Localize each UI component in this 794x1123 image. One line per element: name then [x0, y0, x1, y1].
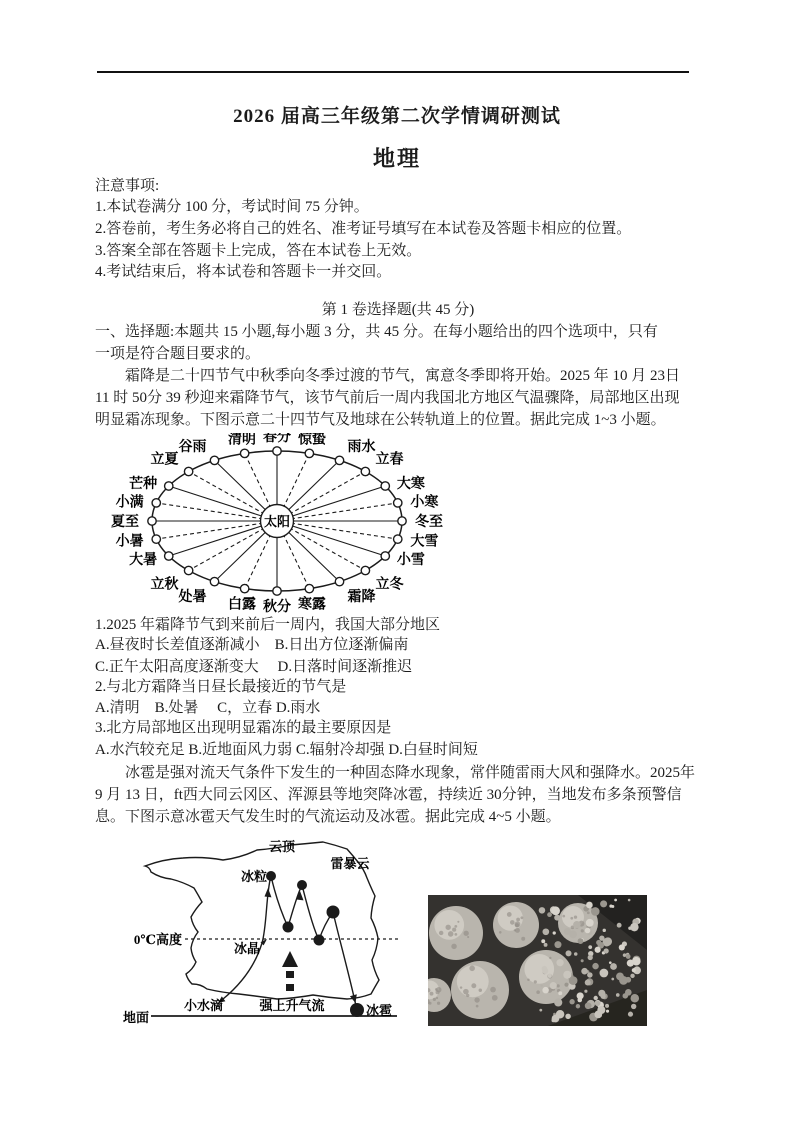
small-hailstone: [554, 941, 561, 948]
small-hailstone: [585, 1002, 592, 1009]
hailstone-texture: [527, 979, 530, 982]
hailstone-texture: [433, 998, 436, 1001]
term-ray-dashed: [156, 521, 277, 539]
small-hailstone: [631, 994, 640, 1003]
small-hailstone: [586, 919, 594, 927]
hailstone-texture: [587, 911, 590, 914]
exam-subject: 地理: [372, 146, 421, 171]
term-label: 立秋: [150, 577, 179, 593]
term-label: 大暑: [129, 553, 158, 568]
small-hailstone: [614, 899, 617, 902]
small-hailstone: [617, 923, 622, 928]
term-point: [210, 577, 218, 585]
hailstone-texture: [479, 989, 482, 992]
hailstone-texture: [574, 915, 577, 918]
small-hailstone: [542, 987, 548, 993]
solar-terms-figure: [95, 433, 477, 623]
term-label: 大寒: [396, 477, 425, 492]
small-hailstone: [603, 929, 606, 932]
small-hailstone: [611, 978, 614, 981]
term-point: [184, 467, 192, 475]
term-ray-dashed: [156, 503, 277, 521]
small-hailstone: [606, 1010, 609, 1013]
term-label: 寒露: [297, 597, 326, 613]
hailstone-texture: [452, 928, 456, 932]
q3-stem: 3.北方局部地区出现明显霜冻的最主要原因是: [95, 720, 392, 736]
small-hailstone: [604, 937, 612, 945]
small-hailstone: [594, 996, 598, 1000]
hailstone-label: 冰雹: [366, 1003, 393, 1018]
small-hailstone: [625, 977, 631, 983]
small-hailstone: [553, 931, 556, 934]
small-hailstone: [632, 968, 636, 972]
exam-title: 2026 届高三年级第二次学情调研测试: [233, 106, 561, 127]
small-hailstone: [547, 912, 552, 917]
term-point: [273, 447, 281, 455]
hailstone-texture: [520, 916, 523, 919]
small-hailstone: [539, 1009, 542, 1012]
term-label: 小雪: [396, 553, 425, 568]
small-hailstone: [554, 998, 562, 1006]
passage2-line: 息。下图示意冰雹天气发生时的气流运动及冰雹。据此完成 4~5 小题。: [95, 809, 561, 825]
hail-growth-trajectory: [271, 876, 356, 1006]
small-hailstone: [595, 947, 601, 953]
hailstone-texture: [457, 921, 459, 923]
small-hailstone: [609, 961, 612, 964]
term-label: 立夏: [150, 452, 179, 468]
small-hailstone: [551, 906, 560, 915]
term-point: [361, 467, 369, 475]
notes-heading: 注意事项:: [95, 178, 160, 194]
term-point: [381, 552, 389, 560]
section-intro-line: 一、选择题:本题共 15 小题,每小题 3 分，共 45 分。在每小题给出的四个选项中，只有: [95, 324, 658, 340]
updraft-label: 强上升气流: [259, 998, 325, 1013]
hailstone-texture: [471, 983, 476, 988]
small-hailstone: [599, 935, 604, 940]
hailstone-texture: [514, 929, 516, 931]
small-hailstone: [581, 959, 584, 962]
ice-pellet-label: 冰粒: [240, 869, 267, 884]
term-point: [381, 482, 389, 490]
term-ray-dashed: [277, 503, 398, 521]
small-hailstone: [628, 1012, 633, 1017]
hailstone-texture: [469, 966, 475, 972]
growth-dot: [297, 880, 307, 890]
small-hailstone: [558, 991, 562, 995]
hailstone-texture: [516, 918, 520, 922]
small-hailstone: [587, 972, 593, 978]
hailstone-texture: [581, 929, 584, 932]
small-hailstone: [565, 1014, 571, 1020]
hailstone-texture: [454, 933, 457, 936]
small-hailstone: [588, 945, 592, 949]
term-label: 处暑: [178, 589, 207, 605]
arrowhead-up-1: [265, 888, 272, 897]
term-point: [398, 517, 406, 525]
hailstones-photo: [428, 895, 647, 1026]
hailstone-texture: [510, 920, 515, 925]
term-point: [305, 584, 313, 592]
term-point: [305, 449, 313, 457]
small-hailstone: [578, 938, 584, 944]
term-point: [152, 535, 160, 543]
page-content: [95, 0, 701, 1123]
small-hailstone: [584, 990, 587, 993]
small-hailstone: [573, 921, 580, 928]
small-hailstone: [577, 998, 582, 1003]
thunderstorm-cloud-label: 雷暴云: [330, 856, 370, 871]
term-point: [394, 499, 402, 507]
hailstone-texture: [467, 936, 469, 938]
hailstone-texture: [490, 987, 496, 993]
ground-label: 地面: [123, 1010, 150, 1025]
small-hailstone: [585, 928, 591, 934]
small-hailstone: [631, 1004, 636, 1009]
hailstone-texture: [437, 1002, 440, 1005]
hailstone-texture: [507, 912, 512, 917]
hailstone-texture: [536, 990, 540, 994]
small-hailstone: [540, 984, 542, 986]
term-label: 谷雨: [178, 440, 207, 456]
small-hailstone: [616, 993, 620, 997]
term-label: 小寒: [410, 495, 439, 511]
small-hailstone: [585, 980, 591, 986]
q1-options: C.正午太阳高度逐渐变大 D.日落时间逐渐推迟: [95, 659, 413, 675]
small-hailstone: [605, 1004, 609, 1008]
small-hailstone: [542, 928, 549, 935]
small-hailstone: [609, 904, 612, 907]
small-hailstone: [594, 1011, 602, 1019]
small-hailstone: [619, 944, 625, 950]
hailstone-texture: [521, 937, 525, 941]
section-heading: 第 1 卷选择题(共 45 分): [321, 302, 475, 318]
hailstone-texture: [436, 997, 438, 999]
term-point: [240, 449, 248, 457]
term-label: 秋分: [263, 600, 291, 615]
small-hailstone: [581, 968, 588, 975]
ice-crystal-label: 冰晶: [233, 941, 260, 956]
term-point: [273, 587, 281, 595]
hail-figure: [95, 838, 701, 1063]
hailstone-texture: [430, 992, 434, 996]
solar-terms-orbit-diagram: [95, 433, 477, 618]
growth-dot: [314, 935, 325, 946]
small-hailstone: [576, 1004, 580, 1008]
term-label: 大雪: [410, 534, 439, 550]
small-hailstone: [564, 928, 571, 935]
small-hailstone: [600, 969, 609, 978]
hailstone-texture: [445, 925, 450, 930]
zero-height-label: 0℃高度: [133, 932, 182, 947]
hailstone-texture: [476, 1005, 479, 1008]
hailstone-texture: [460, 986, 462, 988]
small-hailstone: [541, 939, 545, 943]
hailstone-dot: [350, 1003, 364, 1017]
small-hailstone: [601, 994, 606, 999]
small-hailstone: [591, 907, 600, 916]
small-hailstone: [630, 974, 634, 978]
passage2-line: 9 月 13 日，ft西大同云冈区、浑源县等地突降冰雹，持续近 30分钟，当地发布多条预警信: [95, 787, 682, 803]
updraft-trajectory: [223, 876, 271, 999]
small-hailstone: [625, 989, 632, 996]
hailstone-texture: [492, 995, 498, 1001]
small-hailstone: [554, 915, 560, 921]
hailstone-texture: [451, 944, 456, 949]
small-hailstone: [630, 923, 638, 931]
term-ray-dashed: [277, 521, 398, 539]
passage2-line: 冰雹是强对流天气条件下发生的一种固态降水现象，常伴随雷雨大风和强降水。2025年: [125, 765, 696, 781]
term-label: 夏至: [111, 515, 139, 530]
q1-stem: 1.2025 年霜降节气到来前后一周内，我国大部分地区: [95, 617, 441, 633]
small-hailstone: [626, 954, 631, 959]
hailstone-texture: [436, 987, 441, 992]
hailstone-texture: [463, 931, 468, 936]
term-label: 白露: [228, 597, 257, 613]
term-point: [148, 517, 156, 525]
strong-updraft-arrowhead: [282, 951, 298, 967]
small-hailstone: [564, 983, 568, 987]
small-droplet-label: 小水滴: [183, 998, 223, 1013]
hailstone-texture: [448, 931, 454, 937]
small-hailstone: [569, 999, 574, 1004]
small-hailstone: [569, 976, 578, 985]
hailstone-texture: [562, 915, 565, 918]
note-line: 4.考试结束后，将本试卷和答题卡一并交回。: [95, 264, 392, 280]
term-point: [335, 577, 343, 585]
note-line: 1.本试卷满分 100 分，考试时间 75 分钟。: [95, 199, 369, 215]
hailstone-texture: [515, 921, 521, 927]
term-label: 小暑: [115, 534, 144, 550]
term-label: 冬至: [415, 515, 443, 530]
small-hailstone: [610, 963, 617, 970]
hail-cloud-diagram: [95, 838, 415, 1038]
hailstone-texture: [557, 984, 560, 987]
hailstone-texture: [549, 957, 551, 959]
section-intro-line: 一项是符合题目要求的。: [95, 346, 261, 362]
passage1-line: 11 时 50分 39 秒迎来霜降节气，该节气前后一周内我国北方地区气温骤降，局部地区出现: [95, 390, 680, 406]
hailstone-texture: [474, 997, 479, 1002]
small-hailstone: [539, 907, 546, 914]
hailstone-texture: [463, 989, 469, 995]
hailstone-texture: [439, 931, 443, 935]
term-label: 立春: [375, 452, 404, 468]
small-hailstone: [604, 948, 609, 953]
small-hailstone: [542, 966, 548, 972]
small-hailstone: [586, 902, 593, 909]
term-point: [361, 566, 369, 574]
small-hailstone: [592, 963, 598, 969]
small-hailstone: [628, 899, 631, 902]
note-line: 2.答卷前，考生务必将自己的姓名、准考证号填写在本试卷及答题卡相应的位置。: [95, 221, 632, 237]
small-hailstone: [550, 982, 557, 989]
growth-dot: [327, 906, 340, 919]
small-hailstone: [556, 959, 563, 966]
term-label: 芒种: [129, 477, 158, 492]
term-point: [165, 552, 173, 560]
small-hailstone: [548, 974, 552, 978]
q1-options: A.昼夜时长差值逐渐减小 B.日出方位逐渐偏南: [95, 637, 409, 653]
term-label: 霜降: [347, 589, 376, 605]
passage1-line: 霜降是二十四节气中秋季向冬季过渡的节气，寓意冬季即将开始。2025 年 10 月 23日: [125, 368, 681, 384]
term-label: 惊蛰: [297, 433, 326, 448]
small-hailstone: [544, 943, 548, 947]
term-point: [240, 584, 248, 592]
hailstone-texture: [570, 917, 573, 920]
q2-options: A.清明 B.处暑 C，立春 D.雨水: [95, 700, 321, 716]
term-point: [152, 499, 160, 507]
term-point: [165, 482, 173, 490]
small-hailstone: [632, 957, 641, 966]
term-point: [335, 456, 343, 464]
term-label: 清明: [228, 433, 257, 448]
term-label: 雨水: [347, 440, 376, 456]
small-hailstone: [574, 952, 578, 956]
term-label: 春分: [263, 433, 291, 445]
term-label: 小满: [115, 495, 144, 511]
hailstone-texture: [499, 931, 502, 934]
passage1-line: 明显霜冻现象。下图示意二十四节气及地球在公转轨道上的位置。据此完成 1~3 小题。: [95, 412, 666, 428]
small-hailstone: [552, 1015, 560, 1023]
small-hailstone: [565, 950, 571, 956]
term-point: [394, 535, 402, 543]
note-line: 3.答案全部在答题卡上完成，答在本试卷上无效。: [95, 243, 422, 259]
term-point: [210, 456, 218, 464]
hailstone-texture: [466, 994, 469, 997]
cloud-top-label: 云顶: [268, 839, 296, 854]
q2-stem: 2.与北方霜降当日昼长最接近的节气是: [95, 679, 347, 695]
small-hailstone: [600, 900, 607, 907]
small-hailstone: [588, 955, 593, 960]
hailstone-texture: [454, 925, 457, 928]
term-label: 立冬: [375, 577, 404, 593]
term-point: [184, 566, 192, 574]
ice-pellet-dot: [266, 871, 276, 881]
growth-dot: [283, 922, 294, 933]
hailstone-texture: [534, 980, 537, 983]
q3-options: A.水汽较充足 B.近地面风力弱 C.辐射冷却强 D.白昼时间短: [95, 742, 478, 758]
sun-label: 太阳: [263, 514, 291, 529]
small-hailstone: [595, 1001, 600, 1006]
